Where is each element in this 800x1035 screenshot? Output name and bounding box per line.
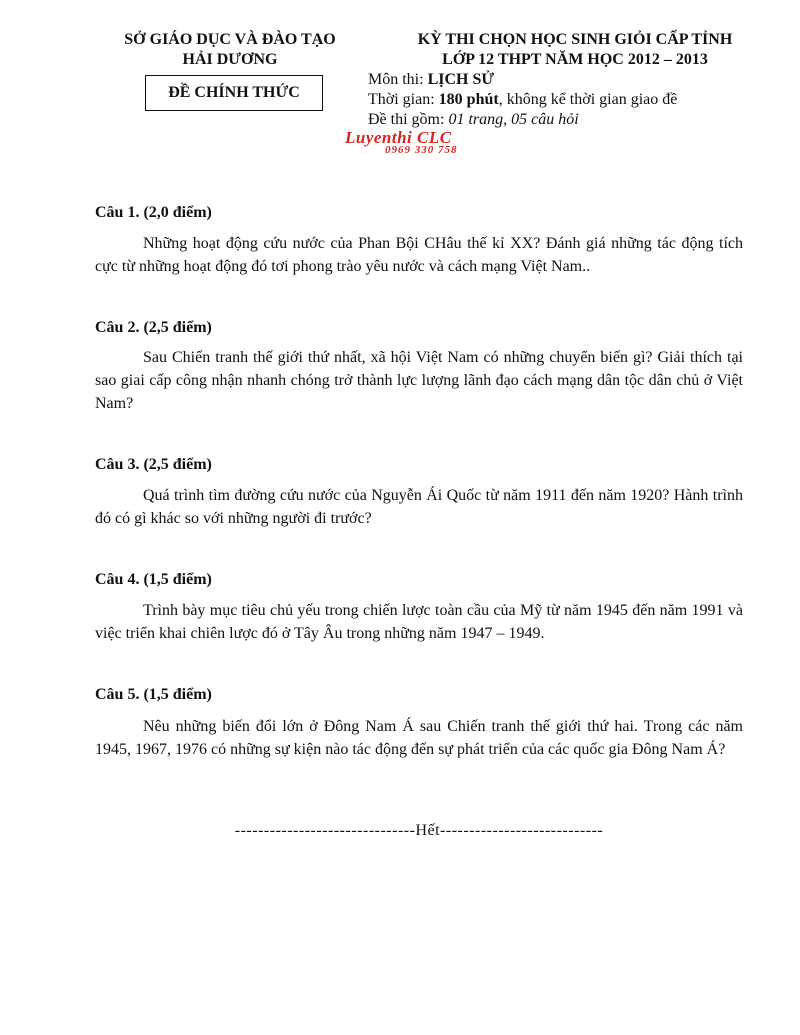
end-marker: -------------------------------Hết---------------------------- <box>234 822 604 839</box>
subject-line <box>368 70 494 90</box>
question-3-body: Quá trình tìm đường cứu nước của Nguyễn Ái Quốc từ năm 1911 đến năm 1920? Hành trình đó có gì khác so với những người đi trước? <box>95 487 743 527</box>
question-5-body: Nêu những biến đổi lớn ở Đông Nam Á sau Chiến tranh thế giới thứ hai. Trong các năm 1945, 1967, 1976 có những sự kiện nào tác động đến sự phát triển của các quốc gia Đông Nam Á? <box>95 718 743 758</box>
subject-value: LỊCH SỬ <box>427 71 495 88</box>
watermark-phone: 0969 330 758 <box>385 144 458 156</box>
question-3-title: Câu 3. (2,5 điểm) <box>95 456 212 473</box>
question-1-body: Những hoạt động cứu nước của Phan Bội CHâu thế kỉ XX? Đánh giá những tác động tích cực từ những hoạt động đó tơi phong trào yêu nước và cách mạng Việt Nam.. <box>95 235 743 275</box>
question-2-body: Sau Chiến tranh thế giới thứ nhất, xã hội Việt Nam có những chuyển biến gì? Giải thích tại sao giai cấp công nhận nhanh chóng trở thành lực lượng lãnh đạo cách mạng dân tộc dân chủ ở Việt Nam? <box>95 349 743 412</box>
official-exam-label: ĐỀ CHÍNH THỨC <box>168 84 300 101</box>
question-5-title: Câu 5. (1,5 điểm) <box>95 686 212 703</box>
issuer-line-1: SỞ GIÁO DỤC VÀ ĐÀO TẠO <box>124 31 336 48</box>
exam-title-line-2: LỚP 12 THPT NĂM HỌC 2012 – 2013 <box>442 51 708 68</box>
issuer-line-2: HẢI DƯƠNG <box>182 51 278 68</box>
issuer-block <box>95 30 365 70</box>
pages-line <box>368 110 579 130</box>
question-1-title: Câu 1. (2,0 điểm) <box>95 204 212 221</box>
exam-title-block <box>365 30 785 70</box>
time-value: 180 phút <box>438 91 499 108</box>
exam-title-line-1: KỲ THI CHỌN HỌC SINH GIỎI CẤP TỈNH <box>417 31 733 48</box>
subject-label: Môn thi: <box>368 71 428 88</box>
watermark-brand: Luyenthi CLC <box>345 128 452 147</box>
question-4-body: Trình bày mục tiêu chủ yếu trong chiến lược toàn cầu của Mỹ từ năm 1945 đến năm 1991 và việc triển khai chiên lược đó ở Tây Âu trong những năm 1947 – 1949. <box>95 602 743 642</box>
question-2-title: Câu 2. (2,5 điểm) <box>95 319 212 336</box>
pages-label: Đề thi gồm: <box>368 111 449 128</box>
time-line <box>368 90 677 110</box>
official-exam-box <box>145 75 323 111</box>
pages-value: 01 trang, 05 câu hỏi <box>448 111 579 128</box>
time-note: , không kể thời gian giao đề <box>498 91 678 108</box>
question-4-title: Câu 4. (1,5 điểm) <box>95 571 212 588</box>
time-label: Thời gian: <box>368 91 439 108</box>
